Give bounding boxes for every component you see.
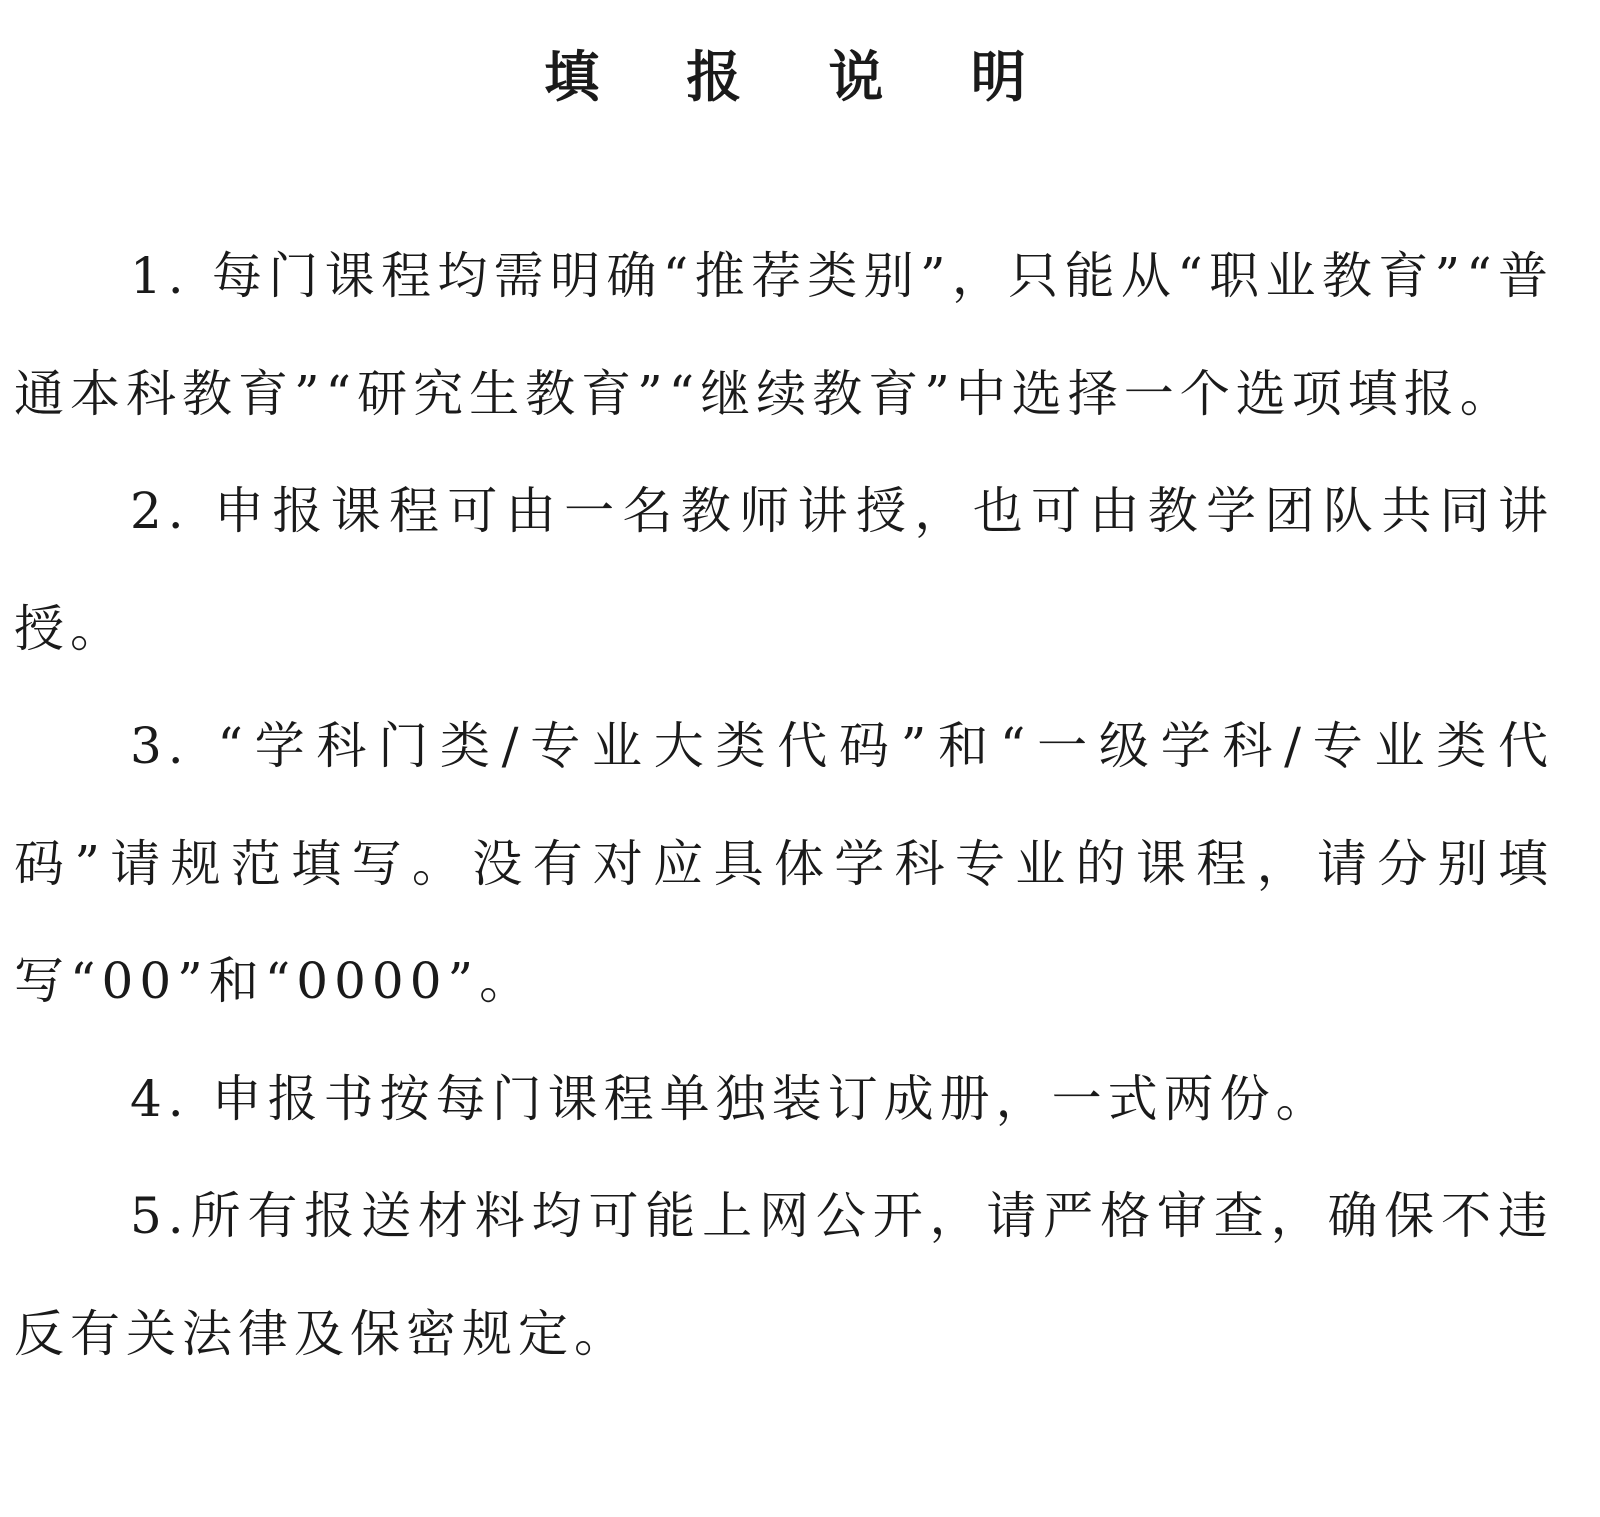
document-title: 填 报 说 明 (544, 44, 1060, 109)
instruction-item-1: 1. 每门课程均需明确“推荐类别”，只能从“职业教育”“普通本科教育”“研究生教育”“继续教育”中选择一个选项填报。 (14, 247, 1554, 423)
instruction-item-4: 4. 申报书按每门课程单独装订成册，一式两份。 (130, 1069, 1332, 1128)
instructions-list (14, 218, 1554, 1393)
instruction-item-5: 5.所有报送材料均可能上网公开，请严格审查，确保不违反有关法律及保密规定。 (14, 1187, 1554, 1363)
instruction-item-3: 3. “学科门类/专业大类代码”和“一级学科/专业类代码”请规范填写。没有对应具体学科专业的课程，请分别填写“00”和“0000”。 (14, 717, 1554, 1010)
instruction-item-2: 2. 申报课程可由一名教师讲授，也可由教学团队共同讲授。 (14, 482, 1554, 658)
